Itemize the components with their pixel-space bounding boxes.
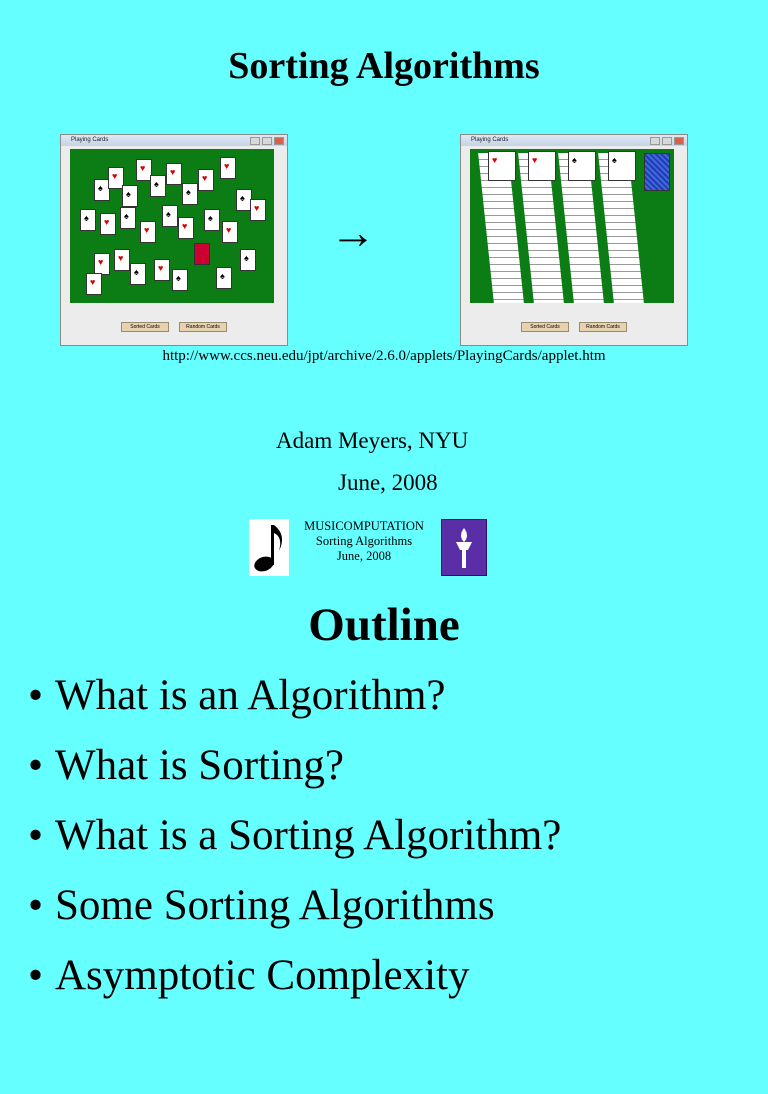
maximize-icon — [262, 137, 272, 145]
outline-list — [28, 672, 561, 1022]
author: Adam Meyers, NYU — [276, 428, 469, 453]
close-icon — [674, 137, 684, 145]
torch-icon — [441, 519, 487, 576]
slide-title: Sorting Algorithms — [228, 45, 540, 87]
footer-text — [290, 519, 438, 564]
window-titlebar — [61, 135, 287, 146]
footer-line-2: Sorting Algorithms — [315, 534, 413, 548]
outline-title: Outline — [308, 599, 460, 651]
window-title: Playing Cards — [471, 137, 509, 143]
window-title: Playing Cards — [71, 137, 109, 143]
random-cards-button: Random Cards — [179, 322, 227, 332]
list-item: • What is Sorting? — [28, 742, 345, 789]
footer-line-3: June, 2008 — [336, 549, 392, 563]
date: June, 2008 — [338, 470, 438, 495]
window-titlebar — [461, 135, 687, 146]
card-table — [470, 149, 674, 303]
close-icon — [274, 137, 284, 145]
sorted-cards-button: Sorted Cards — [121, 322, 169, 332]
slide-2 — [0, 582, 768, 1094]
minimize-icon — [650, 137, 660, 145]
random-cards-screenshot — [60, 134, 288, 346]
list-item: • What is an Algorithm? — [28, 672, 446, 719]
list-item: • What is a Sorting Algorithm? — [28, 812, 562, 859]
right-arrow: → — [330, 207, 376, 258]
maximize-icon — [662, 137, 672, 145]
source-url: http://www.ccs.neu.edu/jpt/archive/2.6.0/applets/PlayingCards/applet.htm — [162, 348, 606, 364]
list-item: • Asymptotic Complexity — [28, 952, 470, 999]
music-note-icon — [249, 519, 289, 576]
minimize-icon — [250, 137, 260, 145]
footer-line-1: MUSICOMPUTATION — [304, 519, 424, 533]
list-item: • Some Sorting Algorithms — [28, 882, 495, 929]
sorted-cards-button: Sorted Cards — [521, 322, 569, 332]
card-table — [70, 149, 274, 303]
random-cards-button: Random Cards — [579, 322, 627, 332]
sorted-cards-screenshot — [460, 134, 688, 346]
